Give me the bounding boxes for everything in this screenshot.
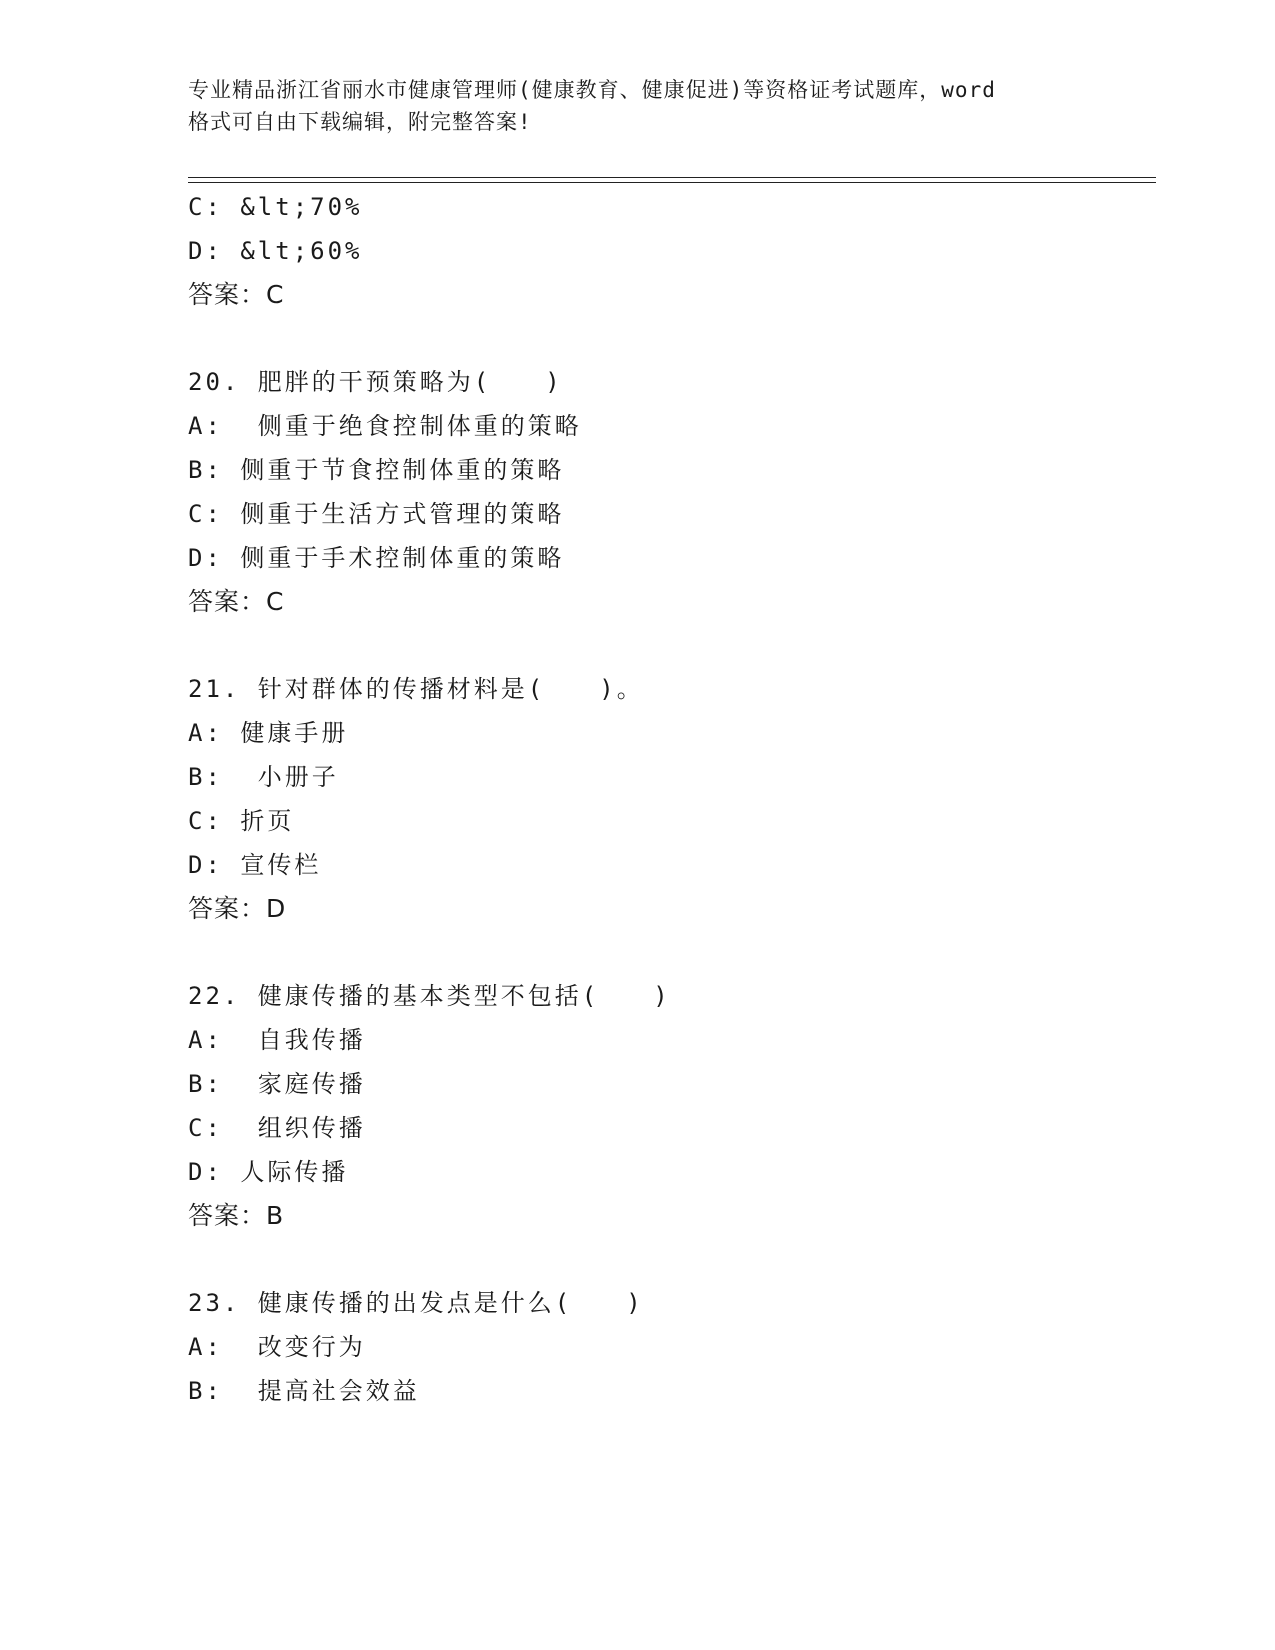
q22-stem: 22. 健康传播的基本类型不包括( ) [188,982,671,1010]
header-line-2: 格式可自由下载编辑，附完整答案! [188,110,532,134]
q22-answer: 答案：B [188,1201,285,1230]
q20-answer: 答案：C [188,587,285,616]
q21-option-d: D: 宣传栏 [188,851,322,879]
q22-option-d: D: 人际传播 [188,1158,349,1186]
header-divider-top [188,177,1156,178]
q21-stem: 21. 针对群体的传播材料是( )。 [188,675,644,703]
q20-option-a: A: 侧重于绝食控制体重的策略 [188,412,582,440]
q20-option-d: D: 侧重于手术控制体重的策略 [188,544,565,572]
q20-option-b: B: 侧重于节食控制体重的策略 [188,456,565,484]
q19-answer: 答案：C [188,280,285,309]
q22-option-c: C: 组织传播 [188,1114,366,1142]
document-header [188,74,1088,138]
q23-stem: 23. 健康传播的出发点是什么( ) [188,1289,644,1317]
q21-option-a: A: 健康手册 [188,719,349,747]
q21-option-c: C: 折页 [188,807,295,835]
header-divider-bottom [188,182,1156,183]
header-line-1: 专业精品浙江省丽水市健康管理师(健康教育、健康促进)等资格证考试题库，word [188,78,996,102]
q21-answer: 答案：D [188,894,287,923]
q19-option-d: D: &lt;60% [188,237,363,265]
q23-option-a: A: 改变行为 [188,1333,366,1361]
q20-option-c: C: 侧重于生活方式管理的策略 [188,500,565,528]
q22-option-b: B: 家庭传播 [188,1070,366,1098]
q23-option-b: B: 提高社会效益 [188,1377,420,1405]
q21-option-b: B: 小册子 [188,763,339,791]
q20-stem: 20. 肥胖的干预策略为( ) [188,368,563,396]
q19-option-c: C: &lt;70% [188,193,363,221]
q22-option-a: A: 自我传播 [188,1026,366,1054]
